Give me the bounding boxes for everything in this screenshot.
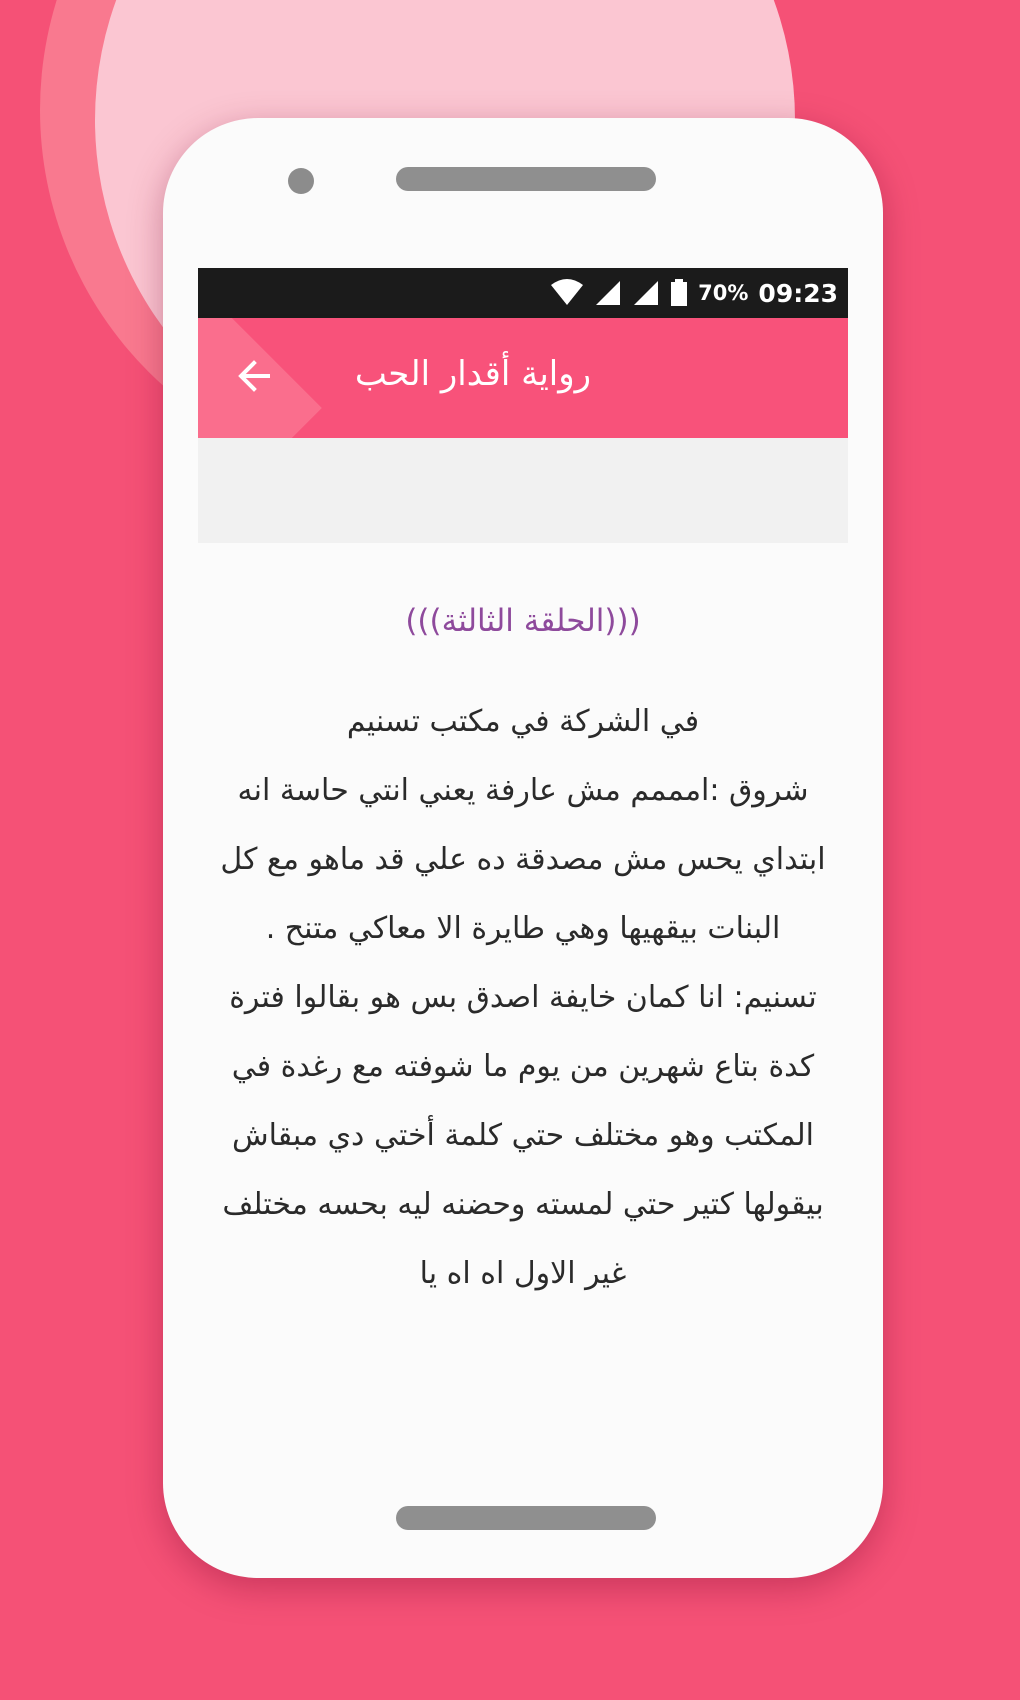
home-button[interactable] — [396, 1506, 656, 1530]
banner-area — [198, 438, 848, 543]
back-button[interactable] — [232, 356, 276, 400]
status-bar — [198, 268, 848, 318]
phone-screen — [198, 268, 848, 1426]
app-bar — [198, 318, 848, 438]
story-content[interactable] — [198, 543, 848, 1426]
battery-icon — [670, 279, 688, 307]
story-text: في الشركة في مكتب تسنيم شروق :امممم مش عارفة يعني انتي حاسة انه ابتداي يحس مش مصدقة ده علي قد ماهو مع كل البنات بيقهيها وهي طايرة الا معاكي متنح . تسنيم: انا كمان خايفة اصدق بس هو بقالوا فترة كدة بتاع شهرين من يوم ما شوفته مع رغدة في المكتب وهو مختلف حتي كلمة أختي دي مبقاش بيقولها كتير حتي لمسته وحضنه ليه بحسه مختلف غير الاول اه اه يا — [220, 704, 826, 1291]
wifi-icon — [550, 279, 584, 307]
status-time: 09:23 — [758, 278, 838, 308]
battery-percentage: 70% — [698, 281, 749, 305]
arrow-left-icon — [234, 356, 274, 400]
front-camera — [288, 168, 314, 194]
phone-frame — [163, 118, 883, 1578]
chapter-heading: (((الحلقة الثالثة))) — [405, 603, 641, 639]
signal-icon — [632, 279, 660, 307]
earpiece-speaker — [396, 167, 656, 191]
app-title: رواية أقدار الحب — [354, 354, 592, 394]
signal-icon — [594, 279, 622, 307]
